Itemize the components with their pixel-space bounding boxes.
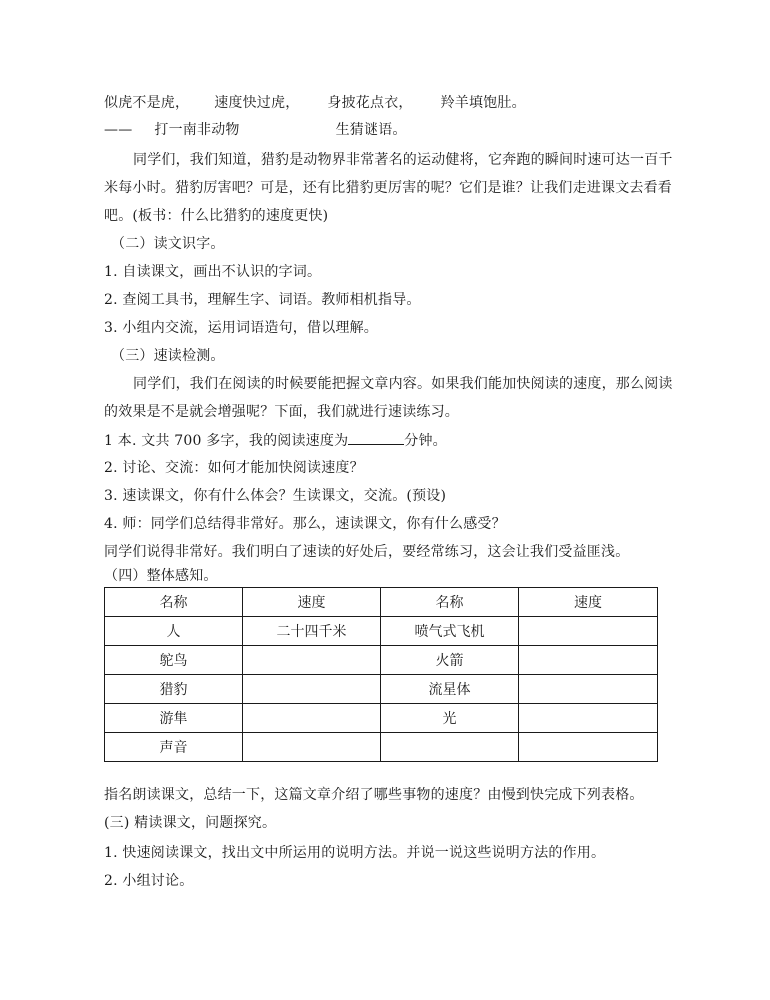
riddle-answer: 生猜谜语。: [335, 122, 407, 138]
table-cell: 喷气式飞机: [381, 617, 519, 646]
section2-item-2: 2. 查阅工具书，理解生字、词语。教师相机指导。: [104, 292, 421, 308]
table-header-cell: 速度: [243, 588, 381, 617]
section2-title: （二）读文识字。: [111, 236, 225, 252]
riddle-hint-line: [104, 120, 407, 140]
speed-table: [104, 587, 658, 762]
table-cell: 猎豹: [105, 675, 243, 704]
table-cell: [243, 675, 381, 704]
section3-title: （三）速读检测。: [111, 348, 225, 364]
table-cell: [243, 646, 381, 675]
section3-item-4: 4. 师：同学们总结得非常好。那么，速读课文，你有什么感受？: [104, 516, 506, 532]
table-row: [105, 733, 658, 762]
table-cell: 声音: [105, 733, 243, 762]
table-cell: [519, 646, 658, 675]
table-cell: 二十四千米: [243, 617, 381, 646]
section5-item-1: 1. 快速阅读课文，找出文中所运用的说明方法。并说一说这些说明方法的作用。: [104, 845, 606, 861]
table-cell: 游隼: [105, 704, 243, 733]
table-cell: [519, 733, 658, 762]
section2-item-1: 1. 自读课文，画出不认识的字词。: [104, 264, 322, 280]
riddle-dash: ——: [104, 122, 133, 138]
table-cell: [519, 617, 658, 646]
section3-item-1-after: 分钟。: [404, 433, 447, 449]
table-header-row: [105, 588, 658, 617]
table-cell: 火箭: [381, 646, 519, 675]
table-header-cell: 速度: [519, 588, 658, 617]
riddle-part-4: 羚羊填饱肚。: [440, 95, 526, 111]
intro-line-2: 米每小时。猎豹厉害吧？可是，还有比猎豹更厉害的呢？它们是谁？让我们走进课文去看看: [104, 180, 672, 196]
table-header-cell: 名称: [381, 588, 519, 617]
after-table-line: 指名朗读课文，总结一下，这篇文章介绍了哪些事物的速度？由慢到快完成下列表格。: [104, 787, 644, 803]
intro-line-1: 同学们，我们知道，猎豹是动物界非常著名的运动健将，它奔跑的瞬间时速可达一百千: [133, 152, 673, 168]
table-cell: 流星体: [381, 675, 519, 704]
riddle-part-3: 身披花点衣，: [327, 95, 413, 111]
table-cell: [243, 704, 381, 733]
riddle-part-2: 速度快过虎，: [214, 95, 300, 111]
table-header-cell: 名称: [105, 588, 243, 617]
table-cell: [381, 733, 519, 762]
section5-item-2: 2. 小组讨论。: [104, 873, 194, 889]
table-cell: [519, 675, 658, 704]
table-row: [105, 675, 658, 704]
section3-item-1-before: 1 本. 文共 700 多字，我的阅读速度为: [104, 433, 349, 449]
section3-item-3: 3. 速读课文，你有什么体会？生读课文，交流。(预设): [104, 488, 447, 504]
section3-item-2: 2. 讨论、交流：如何才能加快阅读速度？: [104, 460, 364, 476]
table-cell: [243, 733, 381, 762]
table-row: [105, 646, 658, 675]
table-row: [105, 617, 658, 646]
table-row: [105, 704, 658, 733]
section3-para-line-2: 的效果是不是就会增强呢？下面，我们就进行速读练习。: [104, 404, 459, 420]
section5-title: (三) 精读课文，问题探究。: [104, 815, 277, 831]
table-cell: 光: [381, 704, 519, 733]
riddle-line: [104, 93, 526, 113]
section3-para-line-1: 同学们，我们在阅读的时候要能把握文章内容。如果我们能加快阅读的速度，那么阅读: [133, 376, 673, 392]
intro-line-3: 吧。(板书：什么比猎豹的速度更快): [104, 208, 329, 224]
table-cell: 人: [105, 617, 243, 646]
table-cell: 鸵鸟: [105, 646, 243, 675]
riddle-hint: 打一南非动物: [154, 122, 240, 138]
section2-item-3: 3. 小组内交流，运用词语造句，借以理解。: [104, 320, 379, 336]
section4-title: （四）整体感知。: [104, 568, 218, 584]
section3-item-1: [104, 430, 447, 451]
section3-closing: 同学们说得非常好。我们明白了速读的好处后，要经常练习，这会让我们受益匪浅。: [104, 544, 630, 560]
answer-blank: [348, 430, 404, 445]
table-cell: [519, 704, 658, 733]
riddle-part-1: 似虎不是虎，: [104, 95, 190, 111]
